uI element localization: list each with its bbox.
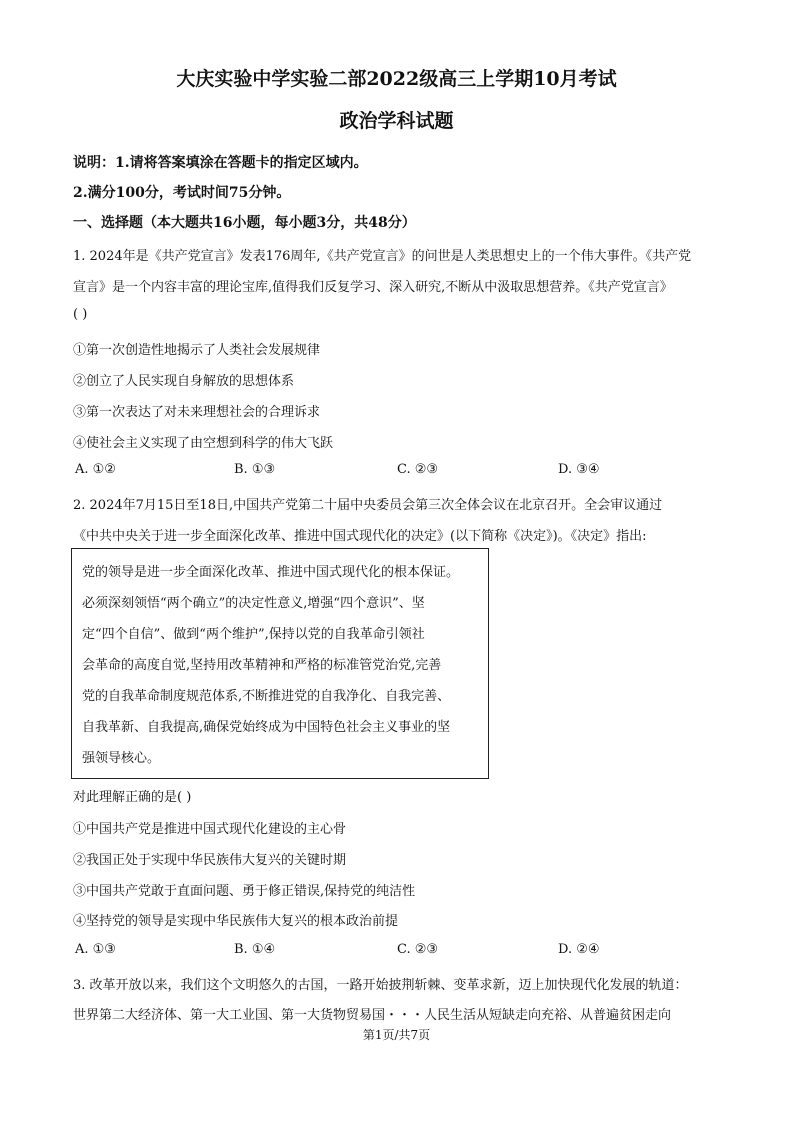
q2-statement: ④坚持党的领导是实现中华民族伟大复兴的根本政治前提 <box>73 914 399 929</box>
instruction-line-2: 2.满分100分，考试时间75分钟。 <box>73 185 291 201</box>
q1-statement: ③第一次表达了对未来理想社会的合理诉求 <box>73 405 321 420</box>
q2-prompt: 对此理解正确的是( ) <box>73 790 192 805</box>
q2-stem-line: 《中共中央关于进一步全面深化改革、推进中国式现代化的决定》(以下简称《决定》)。《决定》指出: <box>73 529 647 544</box>
q2-option-b: B. ①④ <box>234 942 276 957</box>
q1-option-c: C. ②③ <box>397 462 439 477</box>
instruction-line-1: 说明：1.请将答案填涂在答题卡的指定区域内。 <box>73 155 368 171</box>
section-heading: 一、选择题（本大题共16小题，每小题3分，共48分） <box>73 215 416 231</box>
q2-quote-box <box>71 548 489 779</box>
q2-option-d: D. ②④ <box>558 942 600 957</box>
quote-line: 党的领导是进一步全面深化改革、推进中国式现代化的根本保证。 <box>82 565 460 580</box>
q2-option-c: C. ②③ <box>397 942 439 957</box>
subject-title: 政治学科试题 <box>339 110 454 132</box>
q3-stem-line: 世界第二大经济体、第一大工业国、第一大货物贸易国・・・人民生活从短缺走向充裕、从普遍贫困走向 <box>73 1008 672 1023</box>
q2-statement: ③中国共产党敢于直面问题、勇于修正错误,保持党的纯洁性 <box>73 884 416 899</box>
quote-line: 党的自我革命制度规范体系,不断推进党的自我净化、自我完善、 <box>82 689 451 704</box>
q2-stem-line: 2. 2024年7月15日至18日,中国共产党第二十届中央委员会第三次全体会议在北京召开。全会审议通过 <box>73 498 663 513</box>
page-number: 第1页/共7页 <box>362 1028 431 1042</box>
q1-statement: ④使社会主义实现了由空想到科学的伟大飞跃 <box>73 436 334 451</box>
q1-answer-blank: ( ) <box>73 307 88 322</box>
q1-stem-line: 宣言》是一个内容丰富的理论宝库,值得我们反复学习、深入研究,不断从中汲取思想营养。《共产党宣言》 <box>73 280 673 295</box>
q1-statement: ①第一次创造性地揭示了人类社会发展规律 <box>73 343 321 358</box>
quote-line: 强领导核心。 <box>82 751 161 766</box>
q1-option-b: B. ①③ <box>234 462 276 477</box>
quote-line: 定“四个自信”、做到“两个维护”,保持以党的自我革命引领社 <box>82 627 425 642</box>
quote-line: 自我革新、自我提高,确保党始终成为中国特色社会主义事业的坚 <box>82 720 451 735</box>
exam-title: 大庆实验中学实验二部2022级高三上学期10月考试 <box>176 68 617 90</box>
q2-option-a: A. ①③ <box>75 942 116 957</box>
q1-statement: ②创立了人民实现自身解放的思想体系 <box>73 374 295 389</box>
q2-statement: ①中国共产党是推进中国式现代化建设的主心骨 <box>73 822 347 837</box>
quote-line: 必须深刻领悟“两个确立”的决定性意义,增强“四个意识”、坚 <box>82 596 425 611</box>
quote-line: 会革命的高度自觉,坚持用改革精神和严格的标准管党治党,完善 <box>82 658 442 673</box>
q1-stem-line: 1. 2024年是《共产党宣言》发表176周年,《共产党宣言》的问世是人类思想史上的一个伟大事件。《共产党 <box>73 249 692 264</box>
q2-statement: ②我国正处于实现中华民族伟大复兴的关键时期 <box>73 853 347 868</box>
q3-stem-line: 3. 改革开放以来，我们这个文明悠久的古国，一路开始披荆斩棘、变革求新，迈上加快现代化发展的轨道： <box>73 978 688 993</box>
q1-option-d: D. ③④ <box>558 462 600 477</box>
q1-option-a: A. ①② <box>75 462 116 477</box>
